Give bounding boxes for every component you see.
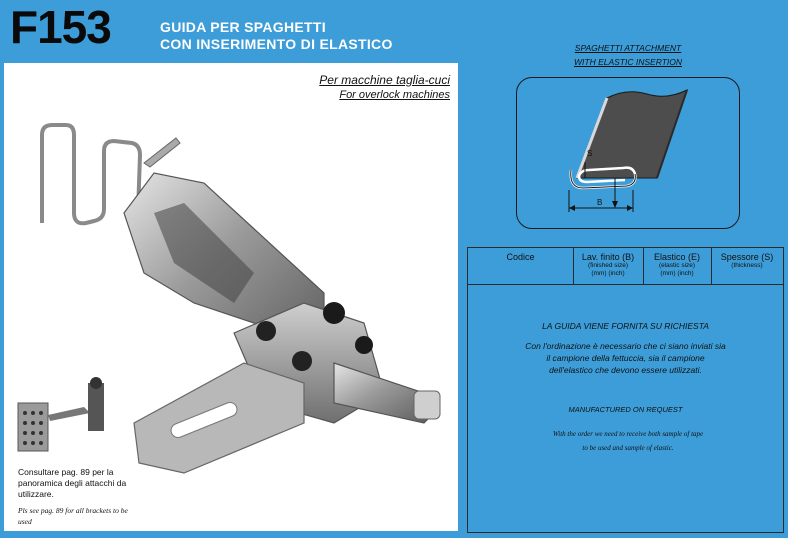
order-note-it-2: il campione della fettuccia, sia il campione bbox=[546, 353, 705, 363]
col-finished-header: Lav. finito (B) (finished size) (mm) (inch) bbox=[573, 248, 644, 284]
order-note-it-3: dell'elastico che devono essere utilizzati. bbox=[549, 365, 702, 375]
col-code-header: Codice bbox=[468, 248, 574, 284]
specs-table bbox=[467, 247, 784, 533]
machine-type-it: Per macchine taglia-cuci bbox=[319, 73, 450, 87]
product-title-line1: GUIDA PER SPAGHETTI bbox=[160, 19, 326, 35]
bracket-note-en: Pls see pag. 89 for all brackets to be used bbox=[18, 506, 128, 526]
diagram-title-line2: WITH ELASTIC INSERTION bbox=[574, 57, 682, 67]
on-request-it: LA GUIDA VIENE FORNITA SU RICHIESTA bbox=[542, 321, 709, 331]
diagram-title-line1: SPAGHETTI ATTACHMENT bbox=[574, 43, 682, 53]
product-photo-panel bbox=[4, 63, 458, 531]
col-thickness-header: Spessore (S) (thickness) bbox=[720, 252, 774, 269]
machine-type-en: For overlock machines bbox=[339, 89, 450, 101]
col-elastic-header: Elastico (E) (elastic size) (mm) (inch) bbox=[643, 248, 712, 284]
sewing-attachment-photo bbox=[4, 63, 458, 531]
label-b: B bbox=[597, 198, 603, 207]
bracket-note-it: Consultare pag. 89 per la panoramica degli attacchi da utilizzare. bbox=[18, 467, 127, 499]
order-note-en-1: With the order we need to receive both sample of tape bbox=[552, 430, 704, 438]
spaghetti-diagram bbox=[516, 77, 740, 229]
label-s: S bbox=[587, 149, 593, 158]
product-code: F153 bbox=[10, 1, 111, 53]
order-note-it-1: Con l'ordinazione è necessario che ci siano inviati sia bbox=[525, 341, 726, 351]
order-note-en-2: to be used and sample of elastic. bbox=[582, 444, 674, 452]
product-title-line2: CON INSERIMENTO DI ELASTICO bbox=[160, 36, 393, 52]
on-request-en: MANUFACTURED ON REQUEST bbox=[568, 405, 683, 414]
wire-guide bbox=[42, 125, 140, 223]
